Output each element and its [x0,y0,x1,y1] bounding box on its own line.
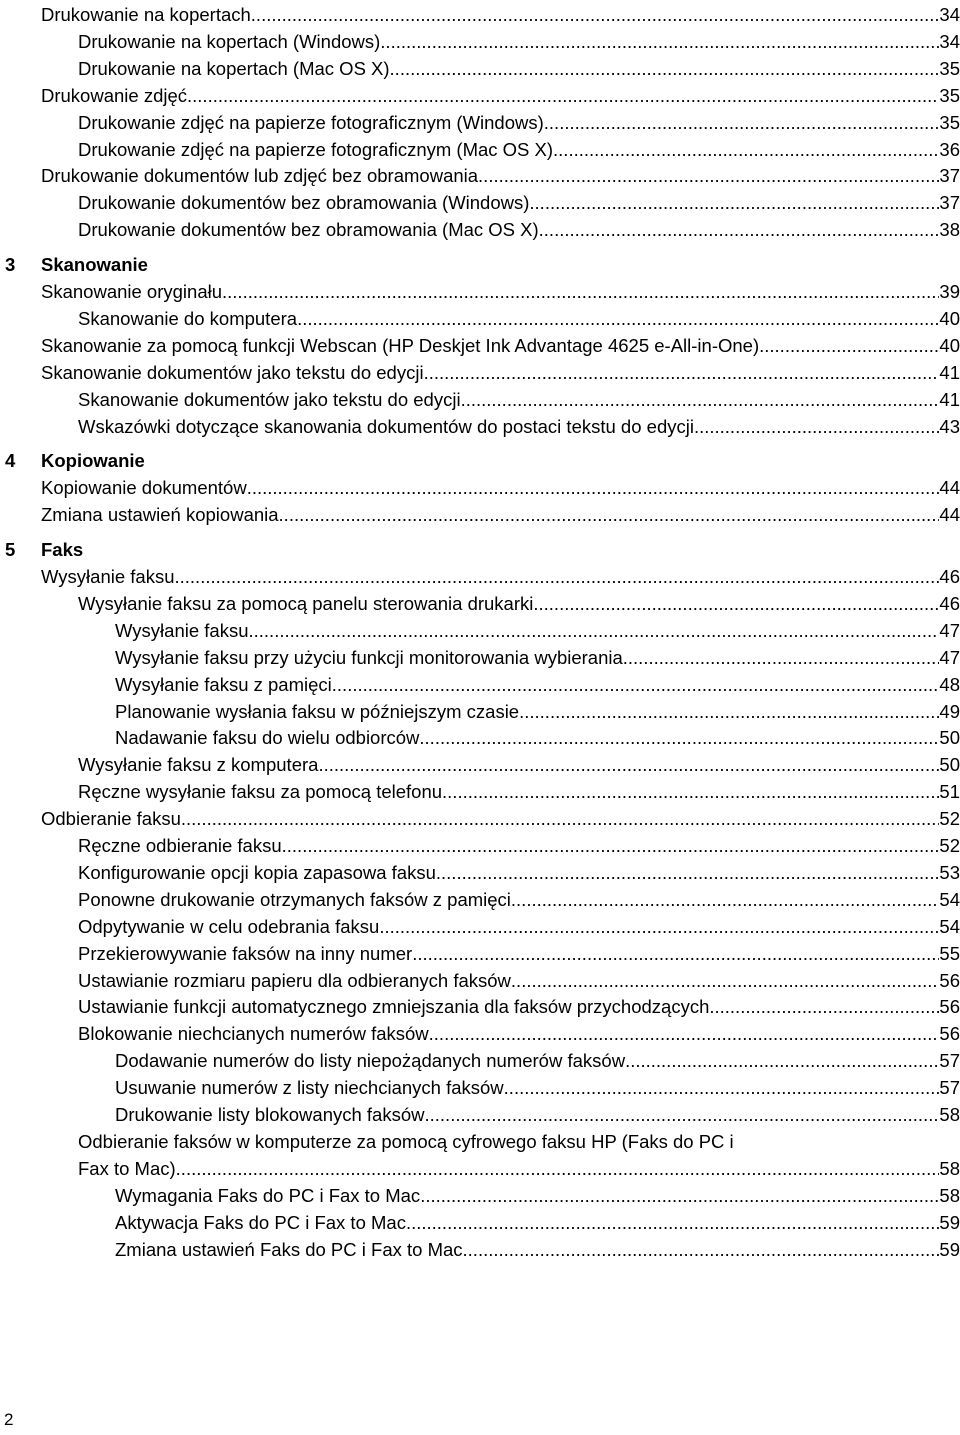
toc-entry-title: Skanowanie dokumentów jako tekstu do edycji [41,361,424,383]
toc-entry-page: 56 [939,996,960,1018]
toc-entry-page: 36 [939,138,960,160]
toc-entry-page: 43 [939,415,960,437]
dot-leader [249,620,940,642]
toc-entry[interactable] [41,161,960,187]
toc-entry[interactable] [78,912,960,938]
dot-leader [390,58,940,80]
dot-leader [478,165,939,187]
toc-entry[interactable] [115,616,960,642]
toc-entry[interactable] [41,0,960,26]
toc-entry[interactable] [41,277,960,303]
toc-entry-page: 52 [939,808,960,830]
toc-entry-title: Zmiana ustawień Faks do PC i Fax to Mac [115,1238,463,1260]
toc-entry-title: Usuwanie numerów z listy niechcianych faksów [115,1077,504,1099]
dot-leader [251,4,940,26]
toc-entry[interactable] [78,135,960,161]
toc-entry[interactable] [78,188,960,214]
toc-entry[interactable] [115,670,960,696]
toc-entry-title: Aktywacja Faks do PC i Fax to Mac [115,1211,406,1233]
toc-entry-title: Wysyłanie faksu za pomocą panelu sterowania drukarki [78,592,534,614]
toc-entry-page: 35 [939,84,960,106]
dot-leader [533,593,939,615]
toc-entry[interactable] [78,412,960,438]
toc-entry-page: 57 [939,1077,960,1099]
toc-entry-title: Dodawanie numerów do listy niepożądanych numerów faksów [115,1050,626,1072]
toc-entry-page: 44 [939,504,960,526]
section-title: Skanowanie [41,254,148,276]
toc-entry[interactable] [115,1073,960,1099]
dot-leader [759,335,939,357]
dot-leader [511,889,940,911]
toc-entry-page: 52 [939,835,960,856]
toc-entry-page: 37 [939,165,960,187]
toc-entry[interactable] [115,697,960,723]
toc-entry-page: 53 [939,861,960,883]
toc-entry-title: Wysyłanie faksu z komputera [78,754,319,776]
dot-leader [424,362,940,384]
toc-entry-title: Ręczne wysyłanie faksu za pomocą telefonu [78,781,443,803]
section-number: 4 [5,450,16,472]
dot-leader [623,647,940,669]
dot-leader [380,31,939,53]
toc-entry-title: Drukowanie zdjęć [41,84,188,106]
dot-leader [425,1104,940,1126]
toc-entry-page: 35 [939,57,960,79]
toc-entry-title: Konfigurowanie opcji kopia zapasowa faksu [78,861,436,883]
dot-leader [176,1158,940,1180]
toc-entry-title: Skanowanie za pomocą funkcji Webscan (HP Deskjet Ink Advantage 4625 e-All-in-One) [41,334,760,356]
toc-entry-page: 54 [939,888,960,910]
page-number: 2 [4,1410,14,1429]
toc-entry-title: Skanowanie oryginału [41,281,223,302]
toc-entry-page: 41 [939,388,960,410]
toc-entry[interactable] [78,750,960,776]
toc-entry[interactable] [78,54,960,80]
toc-entry-title: Drukowanie dokumentów bez obramowania (Windows) [78,192,530,214]
toc-entry-title: Planowanie wysłania faksu w późniejszym czasie [115,700,520,722]
toc-entry-title: Fax to Mac) [78,1157,176,1179]
toc-entry-title: Wymagania Faks do PC i Fax to Mac [115,1184,421,1206]
dot-leader [436,862,940,884]
dot-leader [419,727,939,749]
toc-entry-title: Wskazówki dotyczące skanowania dokumentów do postaci tekstu do edycji [78,415,694,437]
toc-entry[interactable] [78,215,960,241]
toc-entry-page: 51 [939,781,960,803]
toc-entry[interactable] [41,81,960,107]
toc-entry[interactable] [115,1235,960,1261]
dot-leader [332,674,940,696]
dot-leader [539,219,940,241]
toc-entry-page: 56 [939,1023,960,1045]
toc-entry-title: Wysyłanie faksu przy użyciu funkcji monitorowania wybierania [115,646,623,668]
toc-entry-title: Wysyłanie faksu [115,619,249,641]
toc-entry-title: Wysyłanie faksu z pamięci [115,673,332,695]
dot-leader [222,281,939,303]
toc-entry-page: 44 [939,477,960,499]
dot-leader [529,192,939,214]
dot-leader [429,1023,940,1045]
toc-entry[interactable] [78,385,960,411]
toc-entry-title: Drukowanie na kopertach [41,4,251,25]
toc-entry[interactable] [41,562,960,588]
toc-entry-page: 59 [939,1238,960,1260]
dot-leader [175,566,940,588]
section-number: 3 [5,254,16,276]
toc-entry-page: 46 [939,566,960,587]
toc-entry-title: Skanowanie dokumentów jako tekstu do edycji [78,388,461,410]
dot-leader [709,996,939,1018]
dot-leader [406,1212,939,1234]
toc-entry-page: 56 [939,969,960,991]
section-number: 5 [5,539,16,561]
toc-entry[interactable] [115,1181,960,1207]
toc-entry[interactable] [78,992,960,1018]
toc-entry-title: Drukowanie dokumentów bez obramowania (Mac OS X) [78,219,539,241]
toc-entry-title: Ponowne drukowanie otrzymanych faksów z pamięci [78,888,511,910]
toc-entry-title: Drukowanie zdjęć na papierze fotograficznym (Windows) [78,111,544,133]
toc-entry-page: 34 [939,30,960,52]
toc-entry-title: Odbieranie faksu [41,808,181,830]
toc-entry[interactable] [78,858,960,884]
toc-entry[interactable] [78,589,960,615]
toc-entry-title: Ustawianie rozmiaru papieru dla odbieranych faksów [78,969,511,991]
dot-leader [519,701,939,723]
toc-entry-page: 37 [939,192,960,214]
toc-entry-title: Przekierowywanie faksów na inny numer [78,942,413,964]
toc-entry[interactable] [78,885,960,911]
dot-leader [504,1077,940,1099]
toc-entry-title: Drukowanie dokumentów lub zdjęć bez obramowania [41,165,479,187]
toc-entry-page: 58 [939,1184,960,1206]
toc-entry-title: Odpytywanie w celu odebrania faksu [78,915,380,937]
toc-entry[interactable] [41,500,960,526]
dot-leader [247,477,940,499]
dot-leader [694,416,939,438]
dot-leader [282,835,940,857]
toc-entry-page: 41 [939,361,960,383]
dot-leader [461,389,940,411]
toc-entry-title: Wysyłanie faksu [41,566,175,587]
toc-entry[interactable] [78,831,960,857]
toc-entry-title: Zmiana ustawień kopiowania [41,504,279,526]
dot-leader [412,943,939,965]
toc-entry-title: Kopiowanie dokumentów [41,477,247,499]
dot-leader [553,139,939,161]
toc-entry-page: 35 [939,111,960,133]
toc-entry[interactable] [78,108,960,134]
toc-entry[interactable] [115,1208,960,1234]
toc-entry[interactable] [78,966,960,992]
section-title: Faks [41,539,84,561]
toc-entry-page: 38 [939,219,960,241]
toc-entry-page: 57 [939,1050,960,1072]
toc-entry[interactable] [78,1019,960,1045]
dot-leader [420,1185,939,1207]
dot-leader [625,1050,939,1072]
toc-entry[interactable] [115,723,960,749]
toc-entry-page: 49 [939,700,960,722]
toc-entry-page: 50 [939,754,960,776]
toc-entry-page: 47 [939,646,960,668]
toc-entry-title: Drukowanie na kopertach (Windows) [78,30,381,52]
toc-entry[interactable] [78,1154,960,1180]
toc-entry-page: 58 [939,1157,960,1179]
toc-entry-page: 47 [939,619,960,641]
dot-leader [318,754,939,776]
toc-entry-first-line[interactable]: Odbieranie faksów w komputerze za pomocą cyfrowego faksu HP (Faks do PC i [78,1130,734,1152]
toc-entry-title: Ręczne odbieranie faksu [78,835,282,856]
toc-entry[interactable] [78,27,960,53]
toc-entry-page: 34 [939,4,960,25]
dot-leader [181,808,940,830]
toc-entry[interactable] [78,777,960,803]
dot-leader [511,970,940,992]
dot-leader [544,112,940,134]
toc-entry[interactable] [41,331,960,357]
toc-entry[interactable] [41,473,960,499]
toc-entry-page: 39 [939,281,960,302]
toc-entry[interactable] [115,643,960,669]
toc-entry-page: 40 [939,307,960,329]
dot-leader [442,781,939,803]
toc-entry-title: Ustawianie funkcji automatycznego zmniejszania dla faksów przychodzących [78,996,710,1018]
toc-entry-title: Blokowanie niechcianych numerów faksów [78,1023,429,1045]
toc-entry-page: 46 [939,592,960,614]
toc-entry-title: Nadawanie faksu do wielu odbiorców [115,727,420,749]
toc-entry-title: Skanowanie do komputera [78,307,298,329]
dot-leader [187,85,939,107]
dot-leader [297,308,939,330]
toc-entry[interactable] [78,939,960,965]
toc-entry-title: Drukowanie zdjęć na papierze fotograficznym (Mac OS X) [78,138,554,160]
toc-entry-page: 55 [939,942,960,964]
toc-entry-page: 59 [939,1211,960,1233]
toc-entry-page: 50 [939,727,960,749]
toc-entry[interactable] [115,1046,960,1072]
toc-entry[interactable] [78,304,960,330]
toc-entry-title: Drukowanie listy blokowanych faksów [115,1104,425,1125]
toc-entry[interactable] [41,358,960,384]
toc-entry-page: 54 [939,915,960,937]
dot-leader [463,1239,940,1261]
toc-entry-page: 40 [939,334,960,356]
toc-entry-page: 58 [939,1104,960,1125]
section-title: Kopiowanie [41,450,145,472]
toc-entry[interactable] [41,804,960,830]
dot-leader [379,916,939,938]
dot-leader [279,504,940,526]
toc-entry[interactable] [115,1100,960,1126]
toc-entry-title: Drukowanie na kopertach (Mac OS X) [78,57,390,79]
toc-entry-page: 48 [939,673,960,695]
